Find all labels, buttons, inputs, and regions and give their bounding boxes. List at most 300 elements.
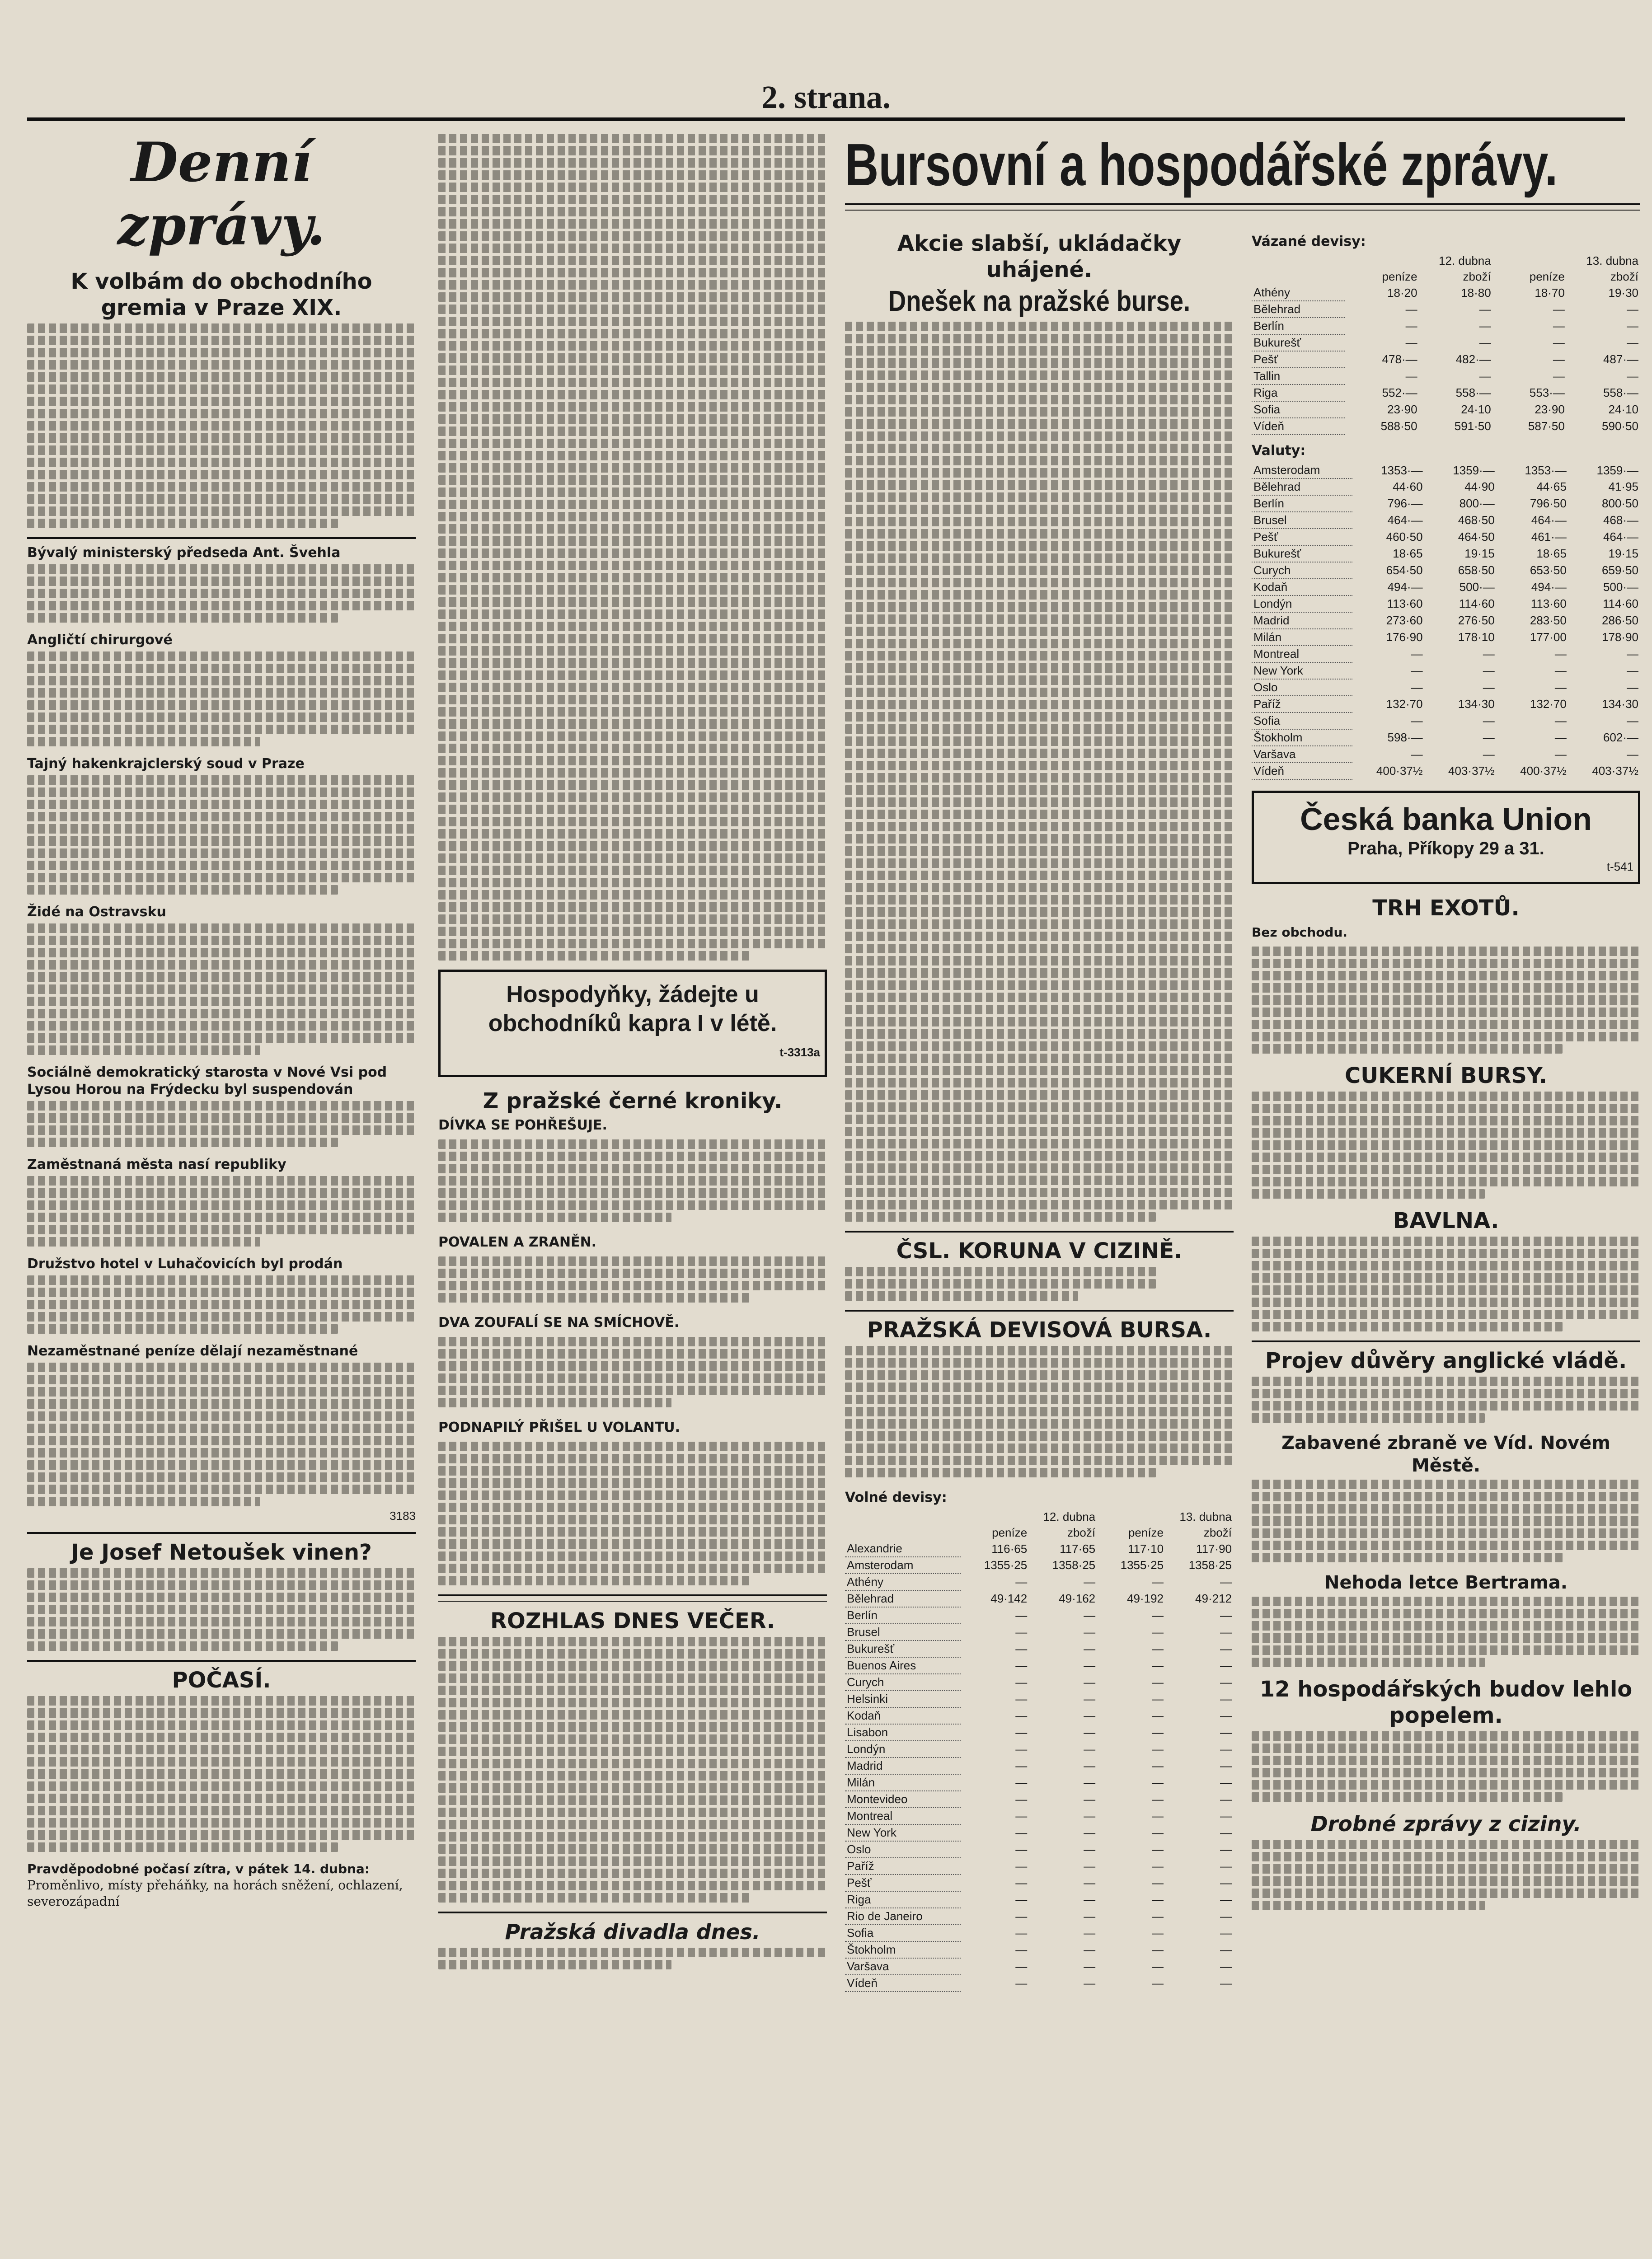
bursa-banner-title: Bursovní a hospodářské zprávy. [845,131,1558,198]
currency-name: Bělehrad [1252,478,1352,495]
rate-value: — [1015,1759,1028,1772]
ad-box-union [1252,791,1640,884]
currency-name: Alexandrie [845,1541,961,1557]
table-row [845,1657,1234,1674]
column-2 [438,131,827,1978]
rate-value: — [1553,369,1565,383]
rate-value: — [1084,1876,1096,1889]
rate-value: 132·70 [1530,697,1567,711]
rate-value: 658·50 [1458,563,1495,577]
rate-value: 602·— [1603,731,1638,744]
rate-value: — [1084,1909,1096,1923]
rate-value: — [1015,1976,1028,1990]
table-row [1252,562,1640,579]
currency-name: Madrid [845,1758,961,1774]
ad-union-name: Česká banka Union [1300,801,1592,837]
rate-value: — [1152,1608,1164,1622]
rate-value: 400·37½ [1520,764,1567,778]
rate-value: — [1152,1826,1164,1839]
rate-value: 134·30 [1602,697,1638,711]
rate-value: — [1084,1675,1096,1689]
kroniky-item-title: DÍVKA SE POHŘEŠUJE. [438,1117,607,1133]
article-title-nehoda: Nehoda letce Bertrama. [1324,1572,1568,1593]
table-row [1252,529,1640,545]
table-row [1252,729,1640,746]
rate-value: — [1220,1608,1232,1622]
devisy-table-dates [845,1509,1234,1525]
rate-value: — [1084,1725,1096,1739]
currency-name: Pešť [1252,351,1345,368]
devisy-table-title: Volné devisy: [845,1490,947,1505]
rate-value: — [1152,1893,1164,1906]
column-1 [27,131,416,1910]
rate-value: — [1627,747,1638,761]
news-item [27,544,416,623]
pocasi-forecast-text: Proměnlivo, místy přeháňky, na horách sněžení, ochlazení, severozápadní [27,1878,403,1909]
currency-name: New York [845,1824,961,1841]
rate-value: — [1627,647,1638,661]
rate-value: — [1015,1859,1028,1873]
col-head: zboží [1463,270,1491,283]
table-row [1252,696,1640,712]
article-title-bavlna: BAVLNA. [1393,1208,1499,1233]
currency-name: Sofia [845,1925,961,1941]
currency-name: Athény [1252,285,1345,301]
news-item-title: Nezaměstnané peníze dělají nezaměstnané [27,1343,358,1359]
rate-value: — [1554,747,1567,761]
rate-value: 44·65 [1536,480,1567,493]
rate-value: 796·— [1387,497,1423,510]
rate-value: — [1015,1642,1028,1655]
rate-value: — [1015,1809,1028,1823]
rate-value: 552·— [1382,386,1417,399]
rate-value: — [1015,1826,1028,1839]
table-row [1252,334,1640,351]
rate-value: — [1015,1776,1028,1789]
article-title-trh-exotu: TRH EXOTŮ. [1372,895,1520,921]
table-row [845,1958,1234,1975]
kroniky-item-title: POVALEN A ZRANĚN. [438,1234,597,1250]
article-title-kroniky: Z pražské černé kroniky. [483,1088,783,1114]
rate-value: 49·162 [1059,1592,1096,1605]
article-body-divadla [438,1948,827,1969]
rate-value: — [1627,680,1638,694]
article-body-volby [27,323,416,528]
column-2-top-items [438,134,827,961]
ad-box-hospodynky [438,970,827,1077]
article-body-rozhlas [438,1637,827,1903]
rate-value: — [1220,1776,1232,1789]
bursa-banner-area [845,131,1640,217]
rate-value: — [1220,1976,1232,1990]
table-row [845,1758,1234,1774]
rate-value: — [1553,319,1565,333]
rate-value: — [1084,1792,1096,1806]
currency-name: Montevideo [845,1791,961,1808]
rate-value: 114·60 [1459,597,1495,610]
rate-value: 400·37½ [1376,764,1423,778]
rate-value: — [1553,352,1565,366]
rate-value: — [1084,1709,1096,1722]
currency-name: Amsterodam [845,1557,961,1574]
rate-value: — [1084,1893,1096,1906]
article-body-csl [845,1267,1234,1301]
rate-value: — [1015,1909,1028,1923]
item-signature: 3183 [390,1509,416,1523]
rate-value: — [1084,1759,1096,1772]
rate-value: — [1220,1876,1232,1889]
table-row [845,1808,1234,1824]
article-title-zabavene: Zabavené zbraně ve Víd. Novém Městě. [1281,1433,1610,1476]
rate-value: 1355·25 [984,1558,1028,1572]
news-item [27,755,416,895]
rate-value: — [1554,680,1567,694]
rate-value: 653·50 [1530,563,1567,577]
rate-value: 654·50 [1386,563,1423,577]
col-head: peníze [1529,270,1565,283]
rate-value: — [1479,319,1491,333]
rate-value: 591·50 [1454,419,1491,433]
rate-value: — [1015,1926,1028,1940]
table-row [845,1691,1234,1707]
rate-value: — [1015,1608,1028,1622]
rate-value: 24·10 [1461,403,1491,416]
vazane-table [1252,253,1640,435]
article-body-cukerni [1252,1092,1640,1199]
rate-value: — [1152,1926,1164,1940]
rate-value: — [1627,319,1638,333]
rate-value: 19·15 [1608,547,1638,560]
date-head: 13. dubna [1179,1510,1232,1523]
news-item-title: Družstvo hotel v Luhačovicích byl prodán [27,1256,343,1272]
rate-value: 464·— [1603,530,1638,544]
rate-value: — [1220,1926,1232,1940]
rate-value: — [1084,1842,1096,1856]
article-subtitle-trh-exotu: Bez obchodu. [1252,925,1348,940]
news-item [27,632,416,746]
table-row [1252,545,1640,562]
rate-value: 494·— [1387,580,1423,594]
currency-name: Londýn [845,1741,961,1758]
rate-value: 598·— [1387,731,1423,744]
kroniky-item [438,1416,827,1585]
currency-name: Vídeň [845,1975,961,1992]
rate-value: — [1084,1692,1096,1706]
rate-value: — [1554,714,1567,727]
rate-value: 286·50 [1602,614,1638,627]
currency-name: Vídeň [1252,763,1352,779]
rate-value: — [1015,1893,1028,1906]
news-item [27,1064,416,1147]
rate-value: — [1152,1809,1164,1823]
rate-value: — [1411,714,1423,727]
rate-value: — [1220,1675,1232,1689]
rate-value: — [1220,1659,1232,1672]
currency-name: Štokholm [845,1941,961,1958]
rate-value: — [1411,680,1423,694]
news-item-title: Zaměstnaná města nasí republiky [27,1157,286,1172]
table-row [1252,746,1640,763]
date-head: 13. dubna [1586,254,1638,267]
rate-value: 468·50 [1458,513,1495,527]
article-body-pocasi [27,1696,416,1852]
currency-name: Bukurešť [1252,545,1352,562]
news-item-title: Tajný hakenkrajclerský soud v Praze [27,756,305,772]
rate-value: 659·50 [1602,563,1638,577]
rate-value: 116·65 [991,1542,1028,1556]
table-row [1252,478,1640,495]
table-row [845,1774,1234,1791]
rate-value: — [1084,1625,1096,1639]
table-row [845,1724,1234,1741]
currency-name: Bukurešť [845,1640,961,1657]
currency-name: Berlín [1252,318,1345,334]
rate-value: — [1084,1826,1096,1839]
date-head: 12. dubna [1439,254,1491,267]
rate-value: — [1220,1909,1232,1923]
table-row [845,1858,1234,1875]
rate-value: — [1220,1742,1232,1756]
table-row [845,1707,1234,1724]
currency-name: Helsinki [845,1691,961,1707]
article-title-drobne: Drobné zprávy z ciziny. [1310,1812,1582,1836]
rate-value: 487·— [1603,352,1638,366]
rate-value: — [1084,1809,1096,1823]
rate-value: 1359·— [1596,463,1638,477]
rate-value: 500·— [1603,580,1638,594]
rate-value: — [1152,1792,1164,1806]
currency-name: Varšava [845,1958,961,1975]
rate-value: 464·— [1531,513,1567,527]
rate-value: 41·95 [1608,480,1638,493]
rate-value: 558·— [1455,386,1491,399]
rate-value: 49·142 [990,1592,1028,1605]
rate-value: — [1554,664,1567,677]
table-row [845,1908,1234,1925]
rate-value: — [1220,1959,1232,1973]
rate-value: — [1015,1575,1028,1589]
table-row [1252,301,1640,318]
rate-value: — [1015,1876,1028,1889]
valuty-table [1252,462,1640,780]
ad-union-address: Praha, Příkopy 29 a 31. [1347,839,1544,858]
devisy-table-header [845,1525,1234,1541]
table-row [845,1674,1234,1691]
rate-value: — [1220,1842,1232,1856]
news-item [27,1156,416,1247]
article-body-drobne [1252,1840,1640,1910]
article-title-projev: Projev důvěry anglické vládě. [1265,1348,1627,1373]
rate-value: — [1152,1943,1164,1956]
rate-value: — [1405,336,1417,349]
rate-value: 1359·— [1453,463,1495,477]
rate-value: — [1479,336,1491,349]
rate-value: 460·50 [1386,530,1423,544]
table-row [1252,679,1640,696]
news-item [27,904,416,1055]
rate-value: 18·65 [1536,547,1567,560]
rate-value: — [1015,1842,1028,1856]
rate-value: — [1220,1642,1232,1655]
article-title-rozhlas: ROZHLAS DNES VEČER. [490,1608,775,1634]
rate-value: 1355·25 [1120,1558,1164,1572]
rate-value: 18·65 [1393,547,1423,560]
rate-value: 18·80 [1461,286,1491,300]
col-head: peníze [992,1526,1028,1539]
article-title-pocasi: POČASÍ. [172,1668,271,1693]
table-row [1252,495,1640,512]
rate-value: — [1152,1725,1164,1739]
date-head: 12. dubna [1043,1510,1096,1523]
rate-value: — [1015,1792,1028,1806]
article-body-projev [1252,1377,1640,1423]
rate-value: 113·60 [1530,597,1567,610]
rate-value: 800·— [1459,497,1495,510]
rate-value: — [1220,1893,1232,1906]
rate-value: — [1152,1642,1164,1655]
currency-name: Amsterodam [1252,462,1352,478]
devisy-table [845,1509,1234,1992]
table-row [1252,418,1640,435]
rate-value: — [1084,1776,1096,1789]
table-row [845,1891,1234,1908]
article-title-cukerni: CUKERNÍ BURSY. [1344,1063,1548,1088]
rate-value: — [1152,1842,1164,1856]
kroniky-item-title: PODNAPILÝ PŘIŠEL U VOLANTU. [438,1420,681,1435]
rate-value: 23·90 [1387,403,1417,416]
currency-name: Madrid [1252,612,1352,629]
rate-value: 590·50 [1602,419,1638,433]
table-row [1252,595,1640,612]
rate-value: — [1015,1675,1028,1689]
table-row [845,1824,1234,1841]
rate-value: — [1627,336,1638,349]
ad-union-code: t-541 [1606,860,1633,873]
valuty-table-title: Valuty: [1252,443,1306,459]
article-body-nehoda [1252,1597,1640,1667]
currency-name: Bělehrad [1252,301,1345,318]
rate-value: 117·10 [1128,1542,1164,1556]
rate-value: — [1152,1776,1164,1789]
table-row [1252,351,1640,368]
rate-value: — [1015,1943,1028,1956]
table-row [1252,662,1640,679]
rate-value: — [1152,1575,1164,1589]
currency-name: Bukurešť [1252,334,1345,351]
table-row [845,1557,1234,1574]
article-body-dnesek [845,322,1234,1222]
rate-value: — [1220,1826,1232,1839]
rate-value: 478·— [1382,352,1417,366]
currency-name: Montreal [1252,646,1352,662]
vazane-table-header [1252,269,1640,285]
table-row [1252,384,1640,401]
article-title-akcie: Akcie slabší, ukládačky uhájené. [897,231,1182,282]
rate-value: — [1015,1742,1028,1756]
rate-value: 113·60 [1387,597,1423,610]
kroniky-item [438,1114,827,1222]
rate-value: 132·70 [1386,697,1423,711]
rate-value: 403·37½ [1592,764,1638,778]
rate-value: — [1152,1675,1164,1689]
column-3 [845,230,1234,1992]
page-number-label: 2. strana. [761,79,891,115]
rate-value: 1358·25 [1188,1558,1232,1572]
col-head: zboží [1203,1526,1232,1539]
rate-value: — [1405,302,1417,316]
rate-value: — [1084,1575,1096,1589]
rate-value: — [1483,647,1495,661]
rate-value: — [1554,731,1567,744]
table-row [1252,401,1640,418]
news-item [27,1256,416,1334]
rate-value: — [1627,664,1638,677]
currency-name: Brusel [1252,512,1352,529]
currency-name: Sofia [1252,401,1345,418]
rate-value: — [1220,1809,1232,1823]
rate-value: 178·90 [1602,630,1638,644]
currency-name: Tallin [1252,368,1345,384]
table-row [845,1541,1234,1557]
rate-value: 134·30 [1458,697,1495,711]
rate-value: 464·— [1387,513,1423,527]
vazane-table-title: Vázané devisy: [1252,234,1366,249]
rate-value: — [1479,369,1491,383]
rate-value: — [1553,336,1565,349]
rate-value: 1353·— [1381,463,1423,477]
rate-value: 1358·25 [1052,1558,1096,1572]
rate-value: 553·— [1529,386,1565,399]
rate-value: 796·50 [1530,497,1567,510]
rate-value: — [1483,714,1495,727]
rate-value: — [1405,369,1417,383]
col-head: zboží [1610,270,1638,283]
rate-value: — [1084,1742,1096,1756]
col-head: peníze [1128,1526,1164,1539]
table-row [1252,763,1640,779]
news-item [27,1343,416,1523]
rate-value: 403·37½ [1448,764,1495,778]
news-item-title: Bývalý ministerský předseda Ant. Švehla [27,545,341,561]
rate-value: 587·50 [1528,419,1565,433]
rate-value: — [1483,747,1495,761]
kroniky-item [438,1231,827,1303]
rate-value: 283·50 [1530,614,1567,627]
currency-name: Paříž [845,1858,961,1875]
currency-name: Kodaň [1252,579,1352,595]
rate-value: — [1220,1943,1232,1956]
rate-value: 461·— [1531,530,1567,544]
table-row [1252,579,1640,595]
rate-value: — [1220,1692,1232,1706]
currency-name: Milán [845,1774,961,1791]
rate-value: 468·— [1603,513,1638,527]
currency-name: Curych [1252,562,1352,579]
rate-value: — [1220,1625,1232,1639]
currency-name: Bělehrad [845,1590,961,1607]
rate-value: — [1084,1859,1096,1873]
table-row [845,1925,1234,1941]
rate-value: 588·50 [1380,419,1417,433]
table-row [1252,318,1640,334]
currency-name: Riga [845,1891,961,1908]
table-row [1252,646,1640,662]
ad-text-hospodynky: Hospodyňky, žádejte u obchodníků kapra I v létě. [488,981,777,1036]
rate-value: — [1015,1659,1028,1672]
currency-name: Paříž [1252,696,1352,712]
rate-value: — [1483,731,1495,744]
col-head: peníze [1382,270,1417,283]
